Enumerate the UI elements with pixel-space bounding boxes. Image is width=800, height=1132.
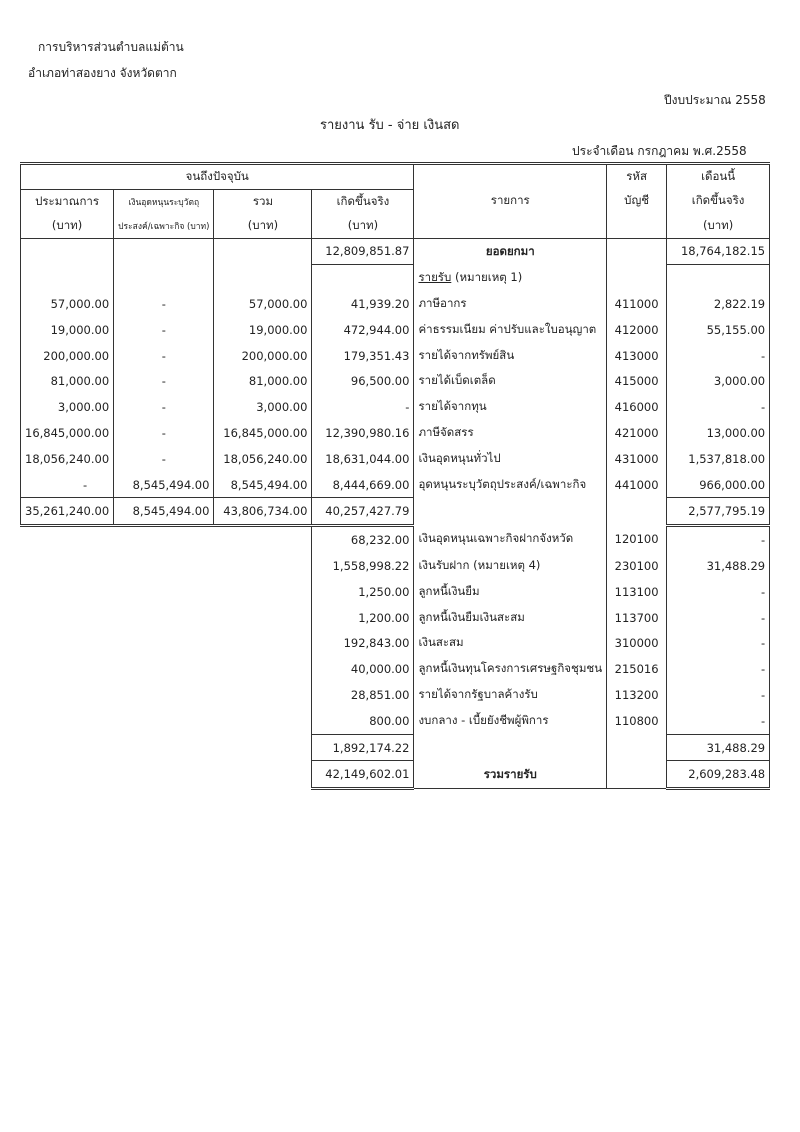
table-row [21, 656, 770, 682]
table-row [21, 368, 770, 394]
income-heading-row [21, 265, 770, 291]
item-cell: เงินสะสม [414, 630, 607, 656]
code-header-line1: รหัส [607, 164, 667, 190]
total-cell: 57,000.00 [214, 291, 312, 317]
budget-header: ประมาณการ [21, 189, 114, 214]
income-subtotal-row [21, 498, 770, 526]
table-row [21, 472, 770, 498]
actual-cell: 28,851.00 [312, 682, 414, 708]
month-cell: - [667, 394, 770, 420]
balance-forward-label: ยอดยกมา [414, 238, 607, 265]
actual-cell: 800.00 [312, 708, 414, 734]
code-cell: 120100 [607, 526, 667, 553]
subtotal-subsidy: 8,545,494.00 [114, 498, 214, 526]
table-row [21, 630, 770, 656]
subsidy-header-line1: เงินอุดหนุนระบุวัตถุ [114, 189, 214, 214]
total-cell: 81,000.00 [214, 368, 312, 394]
actual-cell: - [312, 394, 414, 420]
fiscal-year: ปีงบประมาณ 2558 [664, 93, 766, 107]
table-row [21, 553, 770, 579]
table-row [21, 605, 770, 631]
other-subtotal-row [21, 734, 770, 761]
balance-forward-row [21, 238, 770, 265]
month-unit: (บาท) [667, 214, 770, 239]
table-row [21, 526, 770, 553]
item-cell: รายได้เบ็ดเตล็ด [414, 368, 607, 394]
actual-cell: 472,944.00 [312, 317, 414, 343]
total-cell: 16,845,000.00 [214, 420, 312, 446]
code-cell: 110800 [607, 708, 667, 734]
table-header-row-1 [21, 164, 770, 190]
item-cell: รายได้จากทุน [414, 394, 607, 420]
month-cell: - [667, 343, 770, 369]
code-header-line2: บัญชี [607, 189, 667, 214]
code-cell: 415000 [607, 368, 667, 394]
code-cell: 113200 [607, 682, 667, 708]
code-cell: 441000 [607, 472, 667, 498]
subsidy-cell: - [114, 291, 214, 317]
item-cell: เงินอุดหนุนทั่วไป [414, 446, 607, 472]
actual-header: เกิดขึ้นจริง [312, 189, 414, 214]
month-cell: - [667, 605, 770, 631]
other-subtotal-month: 31,488.29 [667, 734, 770, 761]
item-cell: รายได้จากทรัพย์สิน [414, 343, 607, 369]
item-cell: อุดหนุนระบุวัตถุประสงค์/เฉพาะกิจ [414, 472, 607, 498]
month-cell: 55,155.00 [667, 317, 770, 343]
code-cell: 421000 [607, 420, 667, 446]
month-cell: - [667, 526, 770, 553]
item-cell: เงินอุดหนุนเฉพาะกิจฝากจังหวัด [414, 526, 607, 553]
item-cell: เงินรับฝาก (หมายเหตุ 4) [414, 553, 607, 579]
table-row [21, 343, 770, 369]
actual-cell: 40,000.00 [312, 656, 414, 682]
budget-cell: 200,000.00 [21, 343, 114, 369]
code-cell: 215016 [607, 656, 667, 682]
actual-cell: 8,444,669.00 [312, 472, 414, 498]
organization-name: การบริหารส่วนตำบลแม่ต้าน [38, 40, 184, 54]
item-cell: รายได้จากรัฐบาลค้างรับ [414, 682, 607, 708]
month-cell: - [667, 708, 770, 734]
item-cell: ลูกหนี้เงินยืม [414, 579, 607, 605]
to-date-group-header: จนถึงปัจจุบัน [21, 164, 414, 190]
code-cell: 416000 [607, 394, 667, 420]
budget-cell: 19,000.00 [21, 317, 114, 343]
total-unit: (บาท) [214, 214, 312, 239]
subtotal-actual: 40,257,427.79 [312, 498, 414, 526]
item-cell: งบกลาง - เบี้ยยังชีพผู้พิการ [414, 708, 607, 734]
subsidy-cell: 8,545,494.00 [114, 472, 214, 498]
month-cell: - [667, 579, 770, 605]
budget-unit: (บาท) [21, 214, 114, 239]
total-cell: 3,000.00 [214, 394, 312, 420]
month-cell: - [667, 630, 770, 656]
subsidy-cell: - [114, 343, 214, 369]
table-header-row-2 [21, 189, 770, 214]
month-cell: - [667, 656, 770, 682]
table-row [21, 579, 770, 605]
balance-forward-month: 18,764,182.15 [667, 238, 770, 265]
subtotal-total: 43,806,734.00 [214, 498, 312, 526]
balance-forward-actual: 12,809,851.87 [312, 238, 414, 265]
table-row [21, 682, 770, 708]
code-cell: 113700 [607, 605, 667, 631]
item-cell: ภาษีอากร [414, 291, 607, 317]
code-cell: 310000 [607, 630, 667, 656]
actual-cell: 1,200.00 [312, 605, 414, 631]
actual-cell: 41,939.20 [312, 291, 414, 317]
month-header-line2: เกิดขึ้นจริง [667, 189, 770, 214]
table-row [21, 708, 770, 734]
item-cell: ลูกหนี้เงินทุนโครงการเศรษฐกิจชุมชน [414, 656, 607, 682]
item-cell: ค่าธรรมเนียม ค่าปรับและใบอนุญาต [414, 317, 607, 343]
income-heading-label: รายรับ [418, 269, 452, 284]
other-subtotal-actual: 1,892,174.22 [312, 734, 414, 761]
month-header-line1: เดือนนี้ [667, 164, 770, 190]
subtotal-month: 2,577,795.19 [667, 498, 770, 526]
month-cell: 1,537,818.00 [667, 446, 770, 472]
budget-cell: 16,845,000.00 [21, 420, 114, 446]
code-cell: 113100 [607, 579, 667, 605]
code-cell: 230100 [607, 553, 667, 579]
actual-cell: 18,631,044.00 [312, 446, 414, 472]
actual-unit: (บาท) [312, 214, 414, 239]
budget-cell: 81,000.00 [21, 368, 114, 394]
total-cell: 8,545,494.00 [214, 472, 312, 498]
report-title: รายงาน รับ - จ่าย เงินสด [320, 118, 460, 133]
grand-total-label: รวมรายรับ [414, 761, 607, 789]
total-header: รวม [214, 189, 312, 214]
actual-cell: 179,351.43 [312, 343, 414, 369]
budget-cell: 57,000.00 [21, 291, 114, 317]
grand-total-row [21, 761, 770, 789]
report-period: ประจำเดือน กรกฎาคม พ.ศ.2558 [572, 144, 747, 158]
budget-cell: 18,056,240.00 [21, 446, 114, 472]
subtotal-budget: 35,261,240.00 [21, 498, 114, 526]
subsidy-cell: - [114, 394, 214, 420]
month-cell: 31,488.29 [667, 553, 770, 579]
income-heading-note: (หมายเหตุ 1) [451, 269, 523, 284]
code-cell: 411000 [607, 291, 667, 317]
cash-receipts-table [20, 162, 770, 790]
actual-cell: 1,250.00 [312, 579, 414, 605]
subsidy-cell: - [114, 368, 214, 394]
grand-total-month: 2,609,283.48 [667, 761, 770, 789]
table-header-row-3 [21, 214, 770, 239]
table-row [21, 291, 770, 317]
actual-cell: 192,843.00 [312, 630, 414, 656]
table-row [21, 317, 770, 343]
grand-total-actual: 42,149,602.01 [312, 761, 414, 789]
month-cell: 2,822.19 [667, 291, 770, 317]
budget-cell: - [21, 472, 114, 498]
actual-cell: 96,500.00 [312, 368, 414, 394]
code-cell: 412000 [607, 317, 667, 343]
item-cell: ภาษีจัดสรร [414, 420, 607, 446]
total-cell: 18,056,240.00 [214, 446, 312, 472]
actual-cell: 1,558,998.22 [312, 553, 414, 579]
table-row [21, 446, 770, 472]
item-cell: ลูกหนี้เงินยืมเงินสะสม [414, 605, 607, 631]
month-cell: - [667, 682, 770, 708]
total-cell: 19,000.00 [214, 317, 312, 343]
actual-cell: 68,232.00 [312, 526, 414, 553]
budget-cell: 3,000.00 [21, 394, 114, 420]
month-cell: 13,000.00 [667, 420, 770, 446]
code-cell: 431000 [607, 446, 667, 472]
table-row [21, 420, 770, 446]
code-cell: 413000 [607, 343, 667, 369]
subsidy-cell: - [114, 420, 214, 446]
income-heading [414, 265, 607, 291]
subsidy-cell: - [114, 317, 214, 343]
subsidy-header-line2: ประสงค์/เฉพาะกิจ (บาท) [114, 214, 214, 239]
subsidy-cell: - [114, 446, 214, 472]
table-row [21, 394, 770, 420]
item-header: รายการ [414, 164, 607, 239]
month-cell: 966,000.00 [667, 472, 770, 498]
actual-cell: 12,390,980.16 [312, 420, 414, 446]
total-cell: 200,000.00 [214, 343, 312, 369]
month-cell: 3,000.00 [667, 368, 770, 394]
district-province: อำเภอท่าสองยาง จังหวัดตาก [28, 66, 177, 80]
